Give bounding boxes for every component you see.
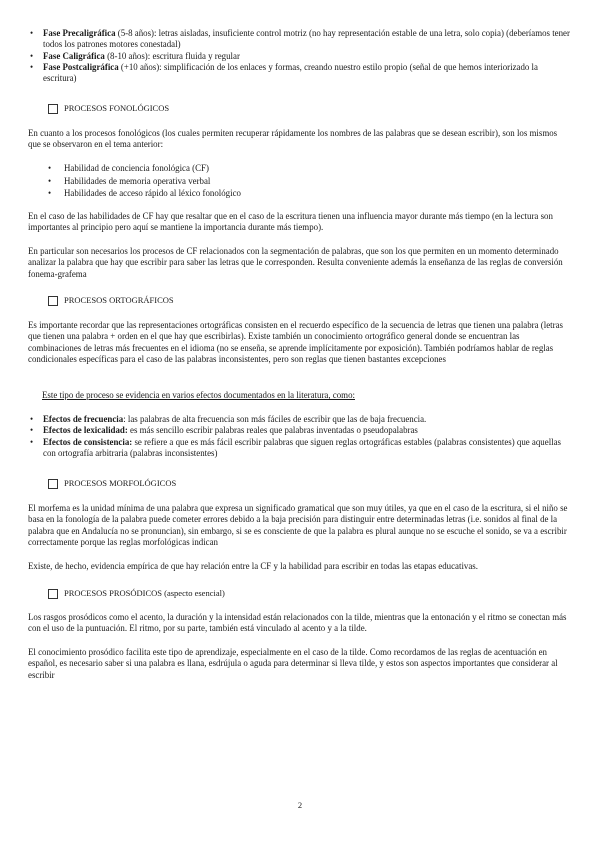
phase-term: Fase Postcaligráfica bbox=[43, 61, 119, 72]
section-title: PROCESOS MORFOLÓGICOS bbox=[64, 478, 177, 488]
list-item bbox=[28, 414, 570, 425]
phase-term: Fase Precaligráfica bbox=[43, 28, 116, 38]
section-heading-prosodicos bbox=[48, 588, 225, 599]
fonologicos-list bbox=[48, 163, 568, 201]
section-heading-fonologicos bbox=[48, 103, 169, 114]
phase-list bbox=[28, 28, 570, 84]
section-heading-ortograficos bbox=[48, 295, 174, 306]
efecto-text: es más sencillo escribir palabras reales que palabras inventadas o pseudopalabras bbox=[127, 425, 418, 436]
efecto-term: Efectos de lexicalidad: bbox=[43, 425, 128, 436]
list-item bbox=[28, 425, 570, 436]
phase-term: Fase Caligráfica bbox=[43, 50, 105, 61]
checkbox-icon bbox=[48, 589, 58, 599]
checkbox-icon bbox=[48, 479, 58, 489]
section-title: PROCESOS PROSÓDICOS (aspecto esencial) bbox=[64, 588, 225, 598]
paragraph-segmentacion: En particular son necesarios los procesos de CF relacionados con la segmentación de palabras, que son los que permiten en un momento determinado analizar la palabra que hay que escribir para saber las letras que le corresponden. Resulta conveniente además la enseñanza de las reglas de conversión fonema-grafema bbox=[28, 246, 563, 279]
paragraph-evidencia: Existe, de hecho, evidencia empírica de que hay relación entre la CF y la habilidad para escribir en todas las etapas educativas. bbox=[28, 561, 478, 571]
paragraph-fonologicos-intro: En cuanto a los procesos fonológicos (los cuales permiten recuperar rápidamente los nombres de las palabras que se desean escribir), son los mismos que se observaron en el tema anterior: bbox=[28, 128, 558, 150]
list-item bbox=[28, 51, 570, 62]
list-item: • Habilidades de acceso rápido al léxico fonológico bbox=[48, 188, 568, 199]
phase-text: (+10 años): simplificación de los enlaces y formas, creando nuestro estilo propio (señal de que hemos interiorizado la escritura) bbox=[43, 61, 538, 84]
checkbox-icon bbox=[48, 296, 58, 306]
section-heading-morfologicos bbox=[48, 478, 176, 489]
page-number: 2 bbox=[297, 800, 303, 810]
paragraph-cf-escritura: En el caso de las habilidades de CF hay que resaltar que en el caso de la escritura tienen una influencia mayor durante más tiempo (en la lectura son importantes al principio pero aquí se mantiene la importancia durante más tiempo). bbox=[28, 211, 553, 233]
efectos-list bbox=[28, 414, 570, 459]
section-title: PROCESOS FONOLÓGICOS bbox=[64, 103, 170, 113]
paragraph-morfema: El morfema es la unidad mínima de una palabra que expresa un significado gramatical que son muy útiles, ya que en el caso de la escritura, si el niño se basa en la fonología de la palabra puede cometer errores debido a la baja precisión para distinguir entre determinadas letras (i.e. sonidos al final de la palabra que en Andalucía no se pronuncian), sin embargo, si se es consciente de que la palabra es plural aunque no se escuche el sonido, se va a escribir correctamente porque las reglas morfológicas indican bbox=[28, 503, 568, 547]
phase-text: (5-8 años): letras aisladas, insuficiente control motriz (no hay representación estable de una letra, solo copia) (deberíamos tener todos los patrones motores conestadal) bbox=[43, 28, 570, 50]
efecto-text: : las palabras de alta frecuencia son más fáciles de escribir que las de baja frecuencia. bbox=[123, 414, 427, 424]
list-item: • Habilidades de memoria operativa verbal bbox=[48, 176, 568, 187]
efecto-term: Efectos de consistencia: bbox=[43, 436, 133, 447]
efecto-text: se refiere a que es más fácil escribir palabras que siguen reglas ortográficas estables (palabras consistentes) que aquellas con ortografía arbitraria (palabras inconsistentes) bbox=[43, 436, 562, 458]
list-item: • Habilidad de conciencia fonológica (CF) bbox=[48, 163, 568, 174]
list-item bbox=[28, 28, 570, 51]
paragraph-rasgos: Los rasgos prosódicos como el acento, la duración y la intensidad están relacionados con la tilde, mientras que la entonación y el ritmo se conectan más con el uso de la puntuación. El ritmo, por su parte, también está vinculado al acento y a la tilde. bbox=[28, 612, 567, 634]
list-item bbox=[28, 62, 570, 85]
section-title: PROCESOS ORTOGRÁFICOS bbox=[64, 295, 174, 305]
paragraph-conocimiento: El conocimiento prosódico facilita este tipo de aprendizaje, especialmente en el caso de la tilde. Como recordamos de las reglas de acentuación en español, es necesario saber si una palabra es llana, esdrújula o aguda para determinar si lleva tilde, y estos son aspectos importantes que considerar al escribir bbox=[28, 647, 558, 680]
paragraph-efectos-intro: Este tipo de proceso se evidencia en varios efectos documentados en la literatura, como: bbox=[42, 390, 355, 400]
checkbox-icon bbox=[48, 104, 58, 114]
list-item bbox=[28, 437, 570, 460]
efecto-term: Efectos de frecuencia bbox=[43, 414, 124, 424]
paragraph-ortograficos: Es importante recordar que las representaciones ortográficas consisten en el recuerdo específico de la secuencia de letras que tienen una palabra (letras que tienen una palabra + orden en el que hay que escribirlas). Existe también un conocimiento ortográfico general donde se encuentran las combinaciones de letras más frecuentes en el idioma (no se enseña, se aprende implícitamente por exposición). También podríamos hablar de reglas condicionales específicas para el caso de las palabras inconsistentes, pero son reglas que tienen bastantes excepciones bbox=[28, 320, 563, 364]
phase-text: (8-10 años): escritura fluida y regular bbox=[104, 50, 240, 61]
